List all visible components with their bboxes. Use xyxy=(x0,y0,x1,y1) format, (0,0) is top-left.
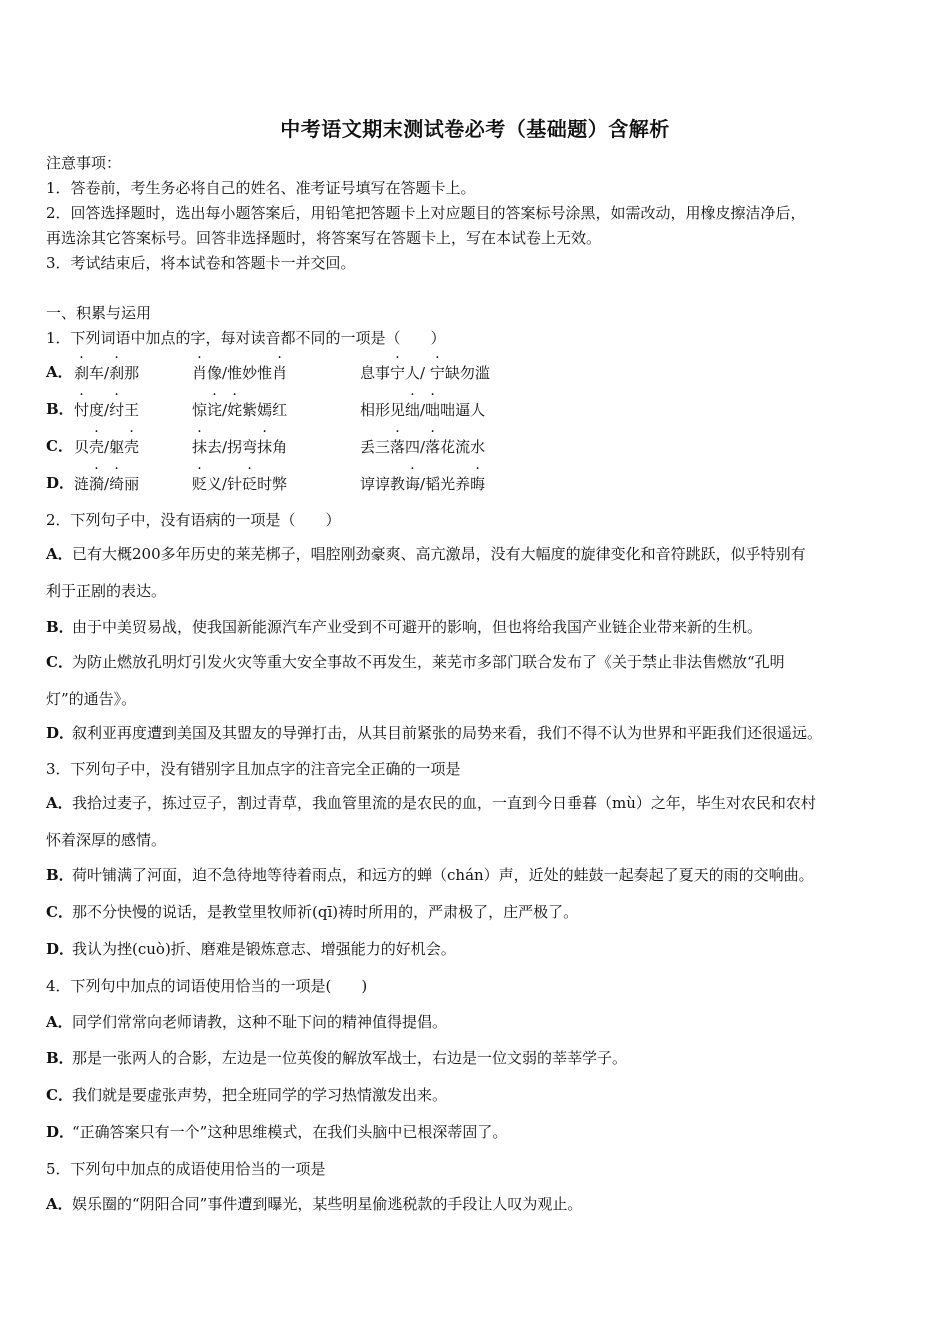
q1-c-word-2: 抹去/拐弯抹角 xyxy=(192,438,288,456)
q1-option-c xyxy=(46,436,72,456)
q1-option-d xyxy=(46,473,75,493)
notice-line: 3．考试结束后，将本试卷和答题卡一并交回。 xyxy=(46,254,356,272)
q1-d-word-2: 贬义/针砭时弊 xyxy=(192,475,288,493)
notice-heading: 注意事项： xyxy=(46,154,122,172)
q4-option-b: B．那是一张两人的合影，左边是一位英俊的解放军战士，右边是一位文弱的莘莘学子。 xyxy=(46,1049,628,1067)
q4-option-d: D．“正确答案只有一个”这种思维模式，在我们头脑中已根深蒂固了。 xyxy=(46,1123,508,1141)
q1-a-word-2: 肖像/惟妙惟肖 xyxy=(192,364,288,382)
q1-d-word-3: 谆谆教诲/韬光养晦 xyxy=(360,475,486,493)
option-label: C． xyxy=(46,437,73,455)
notice-line: 2．回答选择题时，选出每小题答案后，用铅笔把答题卡上对应题目的答案标号涂黑，如需改动，用橡皮擦洁净后， xyxy=(46,204,806,222)
notice-line: 1．答卷前，考生务必将自己的姓名、准考证号填写在答题卡上。 xyxy=(46,179,476,197)
q3-option-c: C．那不分快慢的说话，是教堂里牧师祈(qī)祷时所用的，严肃极了，庄严极了。 xyxy=(46,903,579,921)
q3-option-a: A．我拾过麦子，拣过豆子，割过青草，我血管里流的是农民的血，一直到今日垂暮（mù）之年，毕生对农民和农村 xyxy=(46,794,816,812)
q1-option-a xyxy=(46,362,72,382)
q1-option-b xyxy=(46,399,72,419)
q2-option-a-cont: 利于正剧的表达。 xyxy=(46,582,167,600)
q3-option-b: B．荷叶铺满了河面，迫不急待地等待着雨点，和远方的蝉（chán）声，近处的蛙鼓一起奏起了夏天的雨的交响曲。 xyxy=(46,866,814,884)
page-title: 中考语文期末测试卷必考（基础题）含解析 xyxy=(280,117,670,141)
notice-line: 再选涂其它答案标号。回答非选择题时，将答案写在答题卡上，写在本试卷上无效。 xyxy=(46,229,602,247)
q2-option-a: A．已有大概200多年历史的莱芜梆子，唱腔刚劲豪爽、高亢激昂，没有大幅度的旋律变化和音符跳跃，似乎特别有 xyxy=(46,545,806,563)
q1-b-word-3: 相形见绌/咄咄逼人 xyxy=(360,401,486,419)
q1-a-word-3: 息事宁人/ 宁缺勿滥 xyxy=(360,364,490,382)
q3-option-a-cont: 怀着深厚的感情。 xyxy=(46,831,167,849)
q2-option-b: B．由于中美贸易战，使我国新能源汽车产业受到不可避开的影响，但也将给我国产业链企业带来新的生机。 xyxy=(46,618,763,636)
q1-b-word-1: 忖度/纣王 xyxy=(74,401,140,419)
q5-option-a: A．娱乐圈的“阴阳合同”事件遭到曝光，某些明星偷逃税款的手段让人叹为观止。 xyxy=(46,1195,583,1213)
q1-c-word-1: 贝壳/躯壳 xyxy=(74,438,140,456)
question-1-stem: 1．下列词语中加点的字，每对读音都不同的一项是（ ） xyxy=(46,329,446,347)
q2-option-d: D．叙利亚再度遭到美国及其盟友的导弹打击，从其目前紧张的局势来看，我们不得不认为世界和平距我们还很遥远。 xyxy=(46,724,823,742)
question-4-stem: 4．下列句中加点的词语使用恰当的一项是( ) xyxy=(46,977,368,995)
q4-option-a: A．同学们常常向老师请教，这种不耻下问的精神值得提倡。 xyxy=(46,1013,448,1031)
option-label: D． xyxy=(46,474,75,492)
option-label: B． xyxy=(46,400,74,418)
q1-b-word-2: 惊诧/姹紫嫣红 xyxy=(192,401,288,419)
q3-option-d: D．我认为挫(cuò)折、磨难是锻炼意志、增强能力的好机会。 xyxy=(46,940,456,958)
question-2-stem: 2．下列句子中，没有语病的一项是（ ） xyxy=(46,511,341,529)
option-label: A． xyxy=(46,363,73,381)
q2-option-c: C．为防止燃放孔明灯引发火灾等重大安全事故不再发生，莱芜市多部门联合发布了《关于禁止非法售燃放“孔明 xyxy=(46,653,785,671)
question-3-stem: 3．下列句子中，没有错别字且加点字的注音完全正确的一项是 xyxy=(46,760,461,778)
q1-a-word-1: 刹车/刹那 xyxy=(74,364,140,382)
section-heading: 一、积累与运用 xyxy=(46,304,152,322)
q4-option-c: C．我们就是要虚张声势，把全班同学的学习热情激发出来。 xyxy=(46,1086,448,1104)
question-5-stem: 5．下列句中加点的成语使用恰当的一项是 xyxy=(46,1160,326,1178)
q1-d-word-1: 涟漪/绮丽 xyxy=(74,475,140,493)
q1-c-word-3: 丢三落四/落花流水 xyxy=(360,438,486,456)
q2-option-c-cont: 灯”的通告》。 xyxy=(46,690,137,708)
